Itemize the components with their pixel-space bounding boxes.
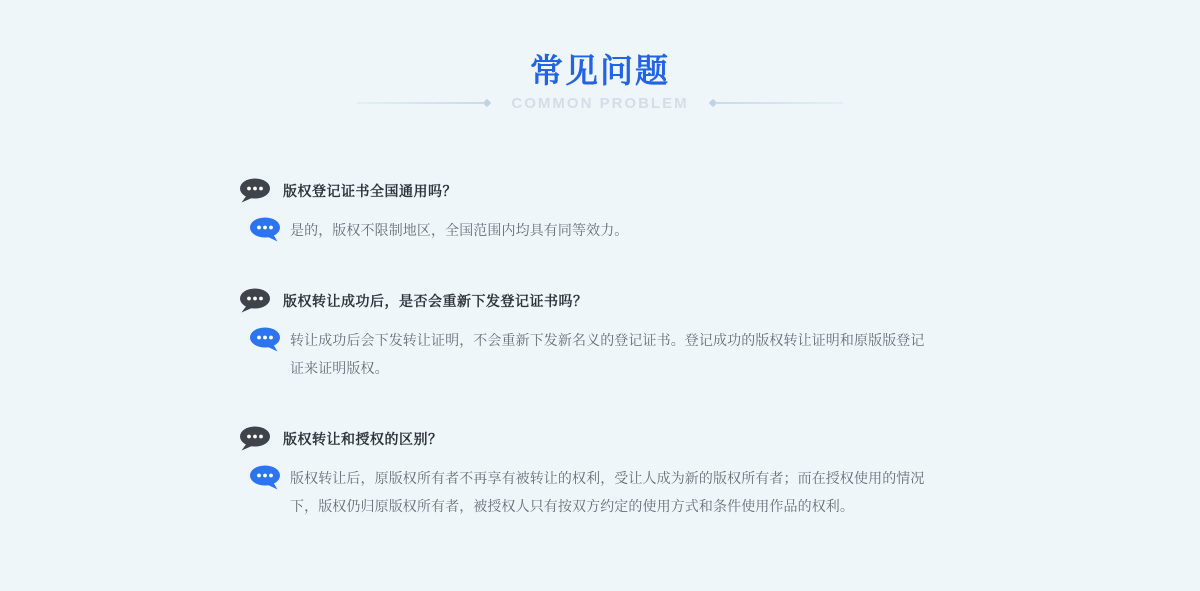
question-bubble-icon [238,288,272,314]
faq-answer-row [238,464,938,520]
faq-question-row [238,288,938,314]
answer-line: 下，版权仍归原版权所有者，被授权人只有按双方约定的使用方式和条件使用作品的权利。 [290,498,854,514]
section-subtitle-row [0,94,1200,112]
answer-text [290,216,628,244]
faq-item [238,288,938,382]
section-header [0,0,1200,112]
section-subtitle: COMMON PROBLEM [511,94,689,112]
section-title: 常见问题 [530,52,670,89]
answer-bubble-icon [248,465,282,491]
question-bubble-icon [238,178,272,204]
question-text: 版权转让成功后，是否会重新下发登记证书吗？ [283,293,588,309]
faq-answer-row [238,326,938,382]
faq-question-row [238,426,938,452]
answer-line: 转让成功后会下发转让证明，不会重新下发新名义的登记证书。登记成功的版权转让证明和原版版登记 [290,332,925,348]
decorative-line-left-icon [357,102,483,104]
faq-item [238,426,938,520]
faq-answer-row [238,216,938,244]
answer-line: 证来证明版权。 [290,360,389,376]
question-text: 版权登记证书全国通用吗？ [283,183,457,199]
question-text: 版权转让和授权的区别？ [283,431,443,447]
faq-list [238,178,938,520]
answer-text [290,464,925,520]
decorative-line-right-icon [717,102,843,104]
answer-line: 版权转让后，原版权所有者不再享有被转让的权利，受让人成为新的版权所有者；而在授权使用的情况 [290,470,925,486]
answer-bubble-icon [248,327,282,353]
answer-line: 是的，版权不限制地区，全国范围内均具有同等效力。 [290,222,629,238]
answer-bubble-icon [248,217,282,243]
faq-item [238,178,938,244]
question-bubble-icon [238,426,272,452]
faq-question-row [238,178,938,204]
answer-text [290,326,925,382]
